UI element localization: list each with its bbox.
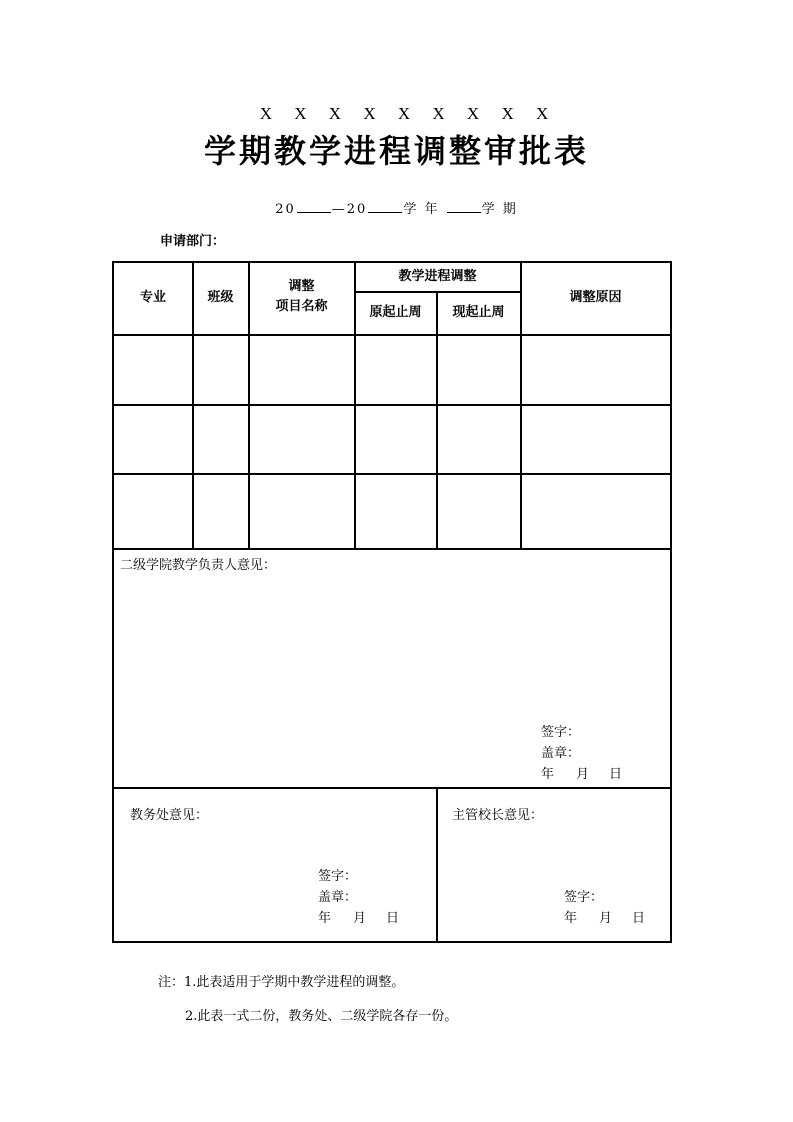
- form-notes: [158, 966, 457, 1034]
- department-label: 申请部门：: [160, 234, 226, 249]
- term-end-prefix: 20: [346, 202, 368, 217]
- academic-affairs-sign-label: 签字：: [318, 869, 358, 884]
- term-start-prefix: 20: [275, 202, 296, 217]
- principal-sign-label: 签字：: [564, 890, 604, 905]
- academic-affairs-date-month: 月: [353, 911, 367, 926]
- principal-date-day: 日: [632, 911, 646, 926]
- term-dash: —: [331, 202, 347, 217]
- header-adjust-item-line2: 项目名称: [275, 299, 328, 314]
- header-class: 班级: [207, 290, 234, 305]
- college-date: [541, 764, 622, 785]
- header-progress-adjust: 教学进程调整: [398, 269, 477, 284]
- term-end-blank[interactable]: [368, 201, 402, 213]
- semester-blank[interactable]: [447, 201, 481, 213]
- header-major: 专业: [139, 290, 166, 305]
- note-2: 2.此表一式二份，教务处、二级学院各存一份。: [185, 1009, 458, 1024]
- college-sign-label: 签字：: [541, 725, 581, 740]
- header-adjust-item: [249, 277, 354, 317]
- note-1: 注：1.此表适用于学期中教学进程的调整。: [158, 975, 405, 990]
- principal-date-year: 年: [564, 911, 578, 926]
- row2-bottom-line: [114, 473, 670, 475]
- academic-affairs-date-year: 年: [318, 911, 332, 926]
- bottom-section-divider: [436, 788, 438, 943]
- academic-term-line: [0, 198, 793, 217]
- organization-name: X X X X X X X X X: [259, 104, 558, 123]
- approval-form: [112, 261, 672, 943]
- header-adjust-item-line1: 调整: [288, 279, 315, 294]
- header-bottom-line: [114, 334, 670, 336]
- college-opinion-label: 二级学院教学负责人意见：: [120, 558, 277, 573]
- term-start-blank[interactable]: [297, 201, 331, 213]
- academic-affairs-date: [318, 908, 399, 929]
- header-new-weeks: 现起止周: [452, 305, 505, 320]
- college-date-year: 年: [541, 767, 555, 782]
- college-date-month: 月: [576, 767, 590, 782]
- principal-date-month: 月: [599, 911, 613, 926]
- table-bottom-line: [114, 548, 670, 550]
- form-title: 学期教学进程调整审批表: [203, 132, 589, 170]
- col-divider-4: [436, 291, 438, 549]
- principal-opinion-label: 主管校长意见：: [452, 808, 544, 823]
- header-original-weeks: 原起止周: [369, 305, 422, 320]
- term-semester-label: 学 期: [481, 202, 518, 217]
- row1-bottom-line: [114, 404, 670, 406]
- academic-affairs-date-day: 日: [386, 911, 400, 926]
- college-section-bottom-line: [114, 787, 670, 789]
- academic-affairs-label: 教务处意见：: [130, 808, 209, 823]
- header-reason: 调整原因: [569, 290, 622, 305]
- college-date-day: 日: [609, 767, 623, 782]
- principal-date: [564, 908, 645, 929]
- academic-affairs-seal-label: 盖章：: [318, 890, 358, 905]
- college-seal-label: 盖章：: [541, 746, 581, 761]
- term-year-label: 学 年: [403, 202, 440, 217]
